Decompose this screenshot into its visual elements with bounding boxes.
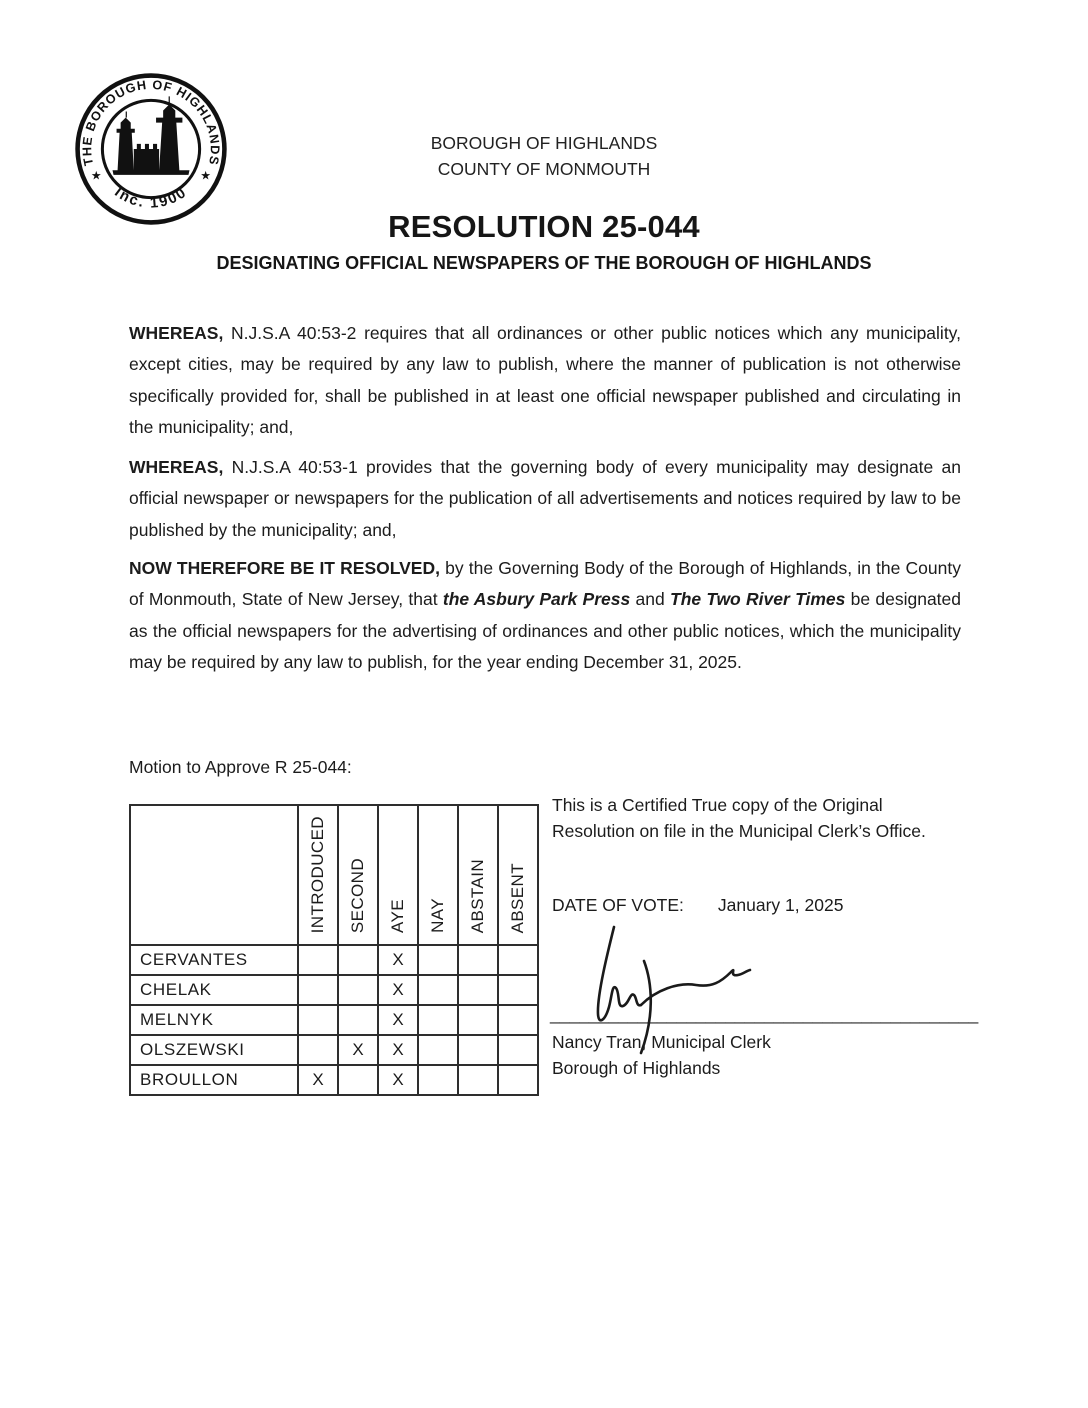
vote-mark bbox=[418, 975, 458, 1005]
signer-org: Borough of Highlands bbox=[552, 1058, 721, 1078]
vote-mark bbox=[298, 945, 338, 975]
resolved-body-2: and bbox=[630, 589, 671, 609]
date-of-vote-value: January 1, 2025 bbox=[717, 895, 844, 915]
member-name: CERVANTES bbox=[130, 945, 298, 975]
vote-mark: X bbox=[378, 1035, 418, 1065]
vote-mark bbox=[498, 1035, 538, 1065]
resolution-title: RESOLUTION 25-044 bbox=[388, 209, 700, 244]
whereas-body-2: N.J.S.A 40:53-1 provides that the governing body of every municipality may designate an official newspaper or newspapers for the publication of all advertisements and notices required by law to be published by the municipality; and, bbox=[129, 456, 961, 540]
vote-mark bbox=[418, 945, 458, 975]
vote-table-col-nay bbox=[418, 805, 458, 945]
vote-mark: X bbox=[378, 975, 418, 1005]
col-label-aye: AYE bbox=[388, 899, 407, 933]
vote-mark: X bbox=[378, 1005, 418, 1035]
vote-table-col-aye bbox=[378, 805, 418, 945]
table-row bbox=[130, 1035, 538, 1065]
whereas-paragraph-2 bbox=[129, 452, 961, 547]
vote-mark: X bbox=[378, 1065, 418, 1095]
vote-table-col-second bbox=[338, 805, 378, 945]
org-county: COUNTY OF MONMOUTH bbox=[437, 159, 651, 179]
signature-stroke-descender bbox=[641, 961, 651, 1053]
vote-mark bbox=[498, 975, 538, 1005]
seal-left-star-icon: ★ bbox=[90, 168, 102, 183]
newspaper-name-2: The Two River Times bbox=[670, 589, 846, 609]
table-row bbox=[130, 945, 538, 975]
vote-table-header-row bbox=[130, 805, 538, 945]
org-name: BOROUGH OF HIGHLANDS bbox=[430, 133, 658, 153]
vote-table-col-absent bbox=[498, 805, 538, 945]
vote-table-col-abstain bbox=[458, 805, 498, 945]
svg-text:Inc. 1900 bbox=[111, 184, 190, 211]
vote-mark bbox=[298, 1005, 338, 1035]
vote-mark bbox=[338, 945, 378, 975]
col-label-introduced: INTRODUCED bbox=[308, 815, 327, 933]
vote-mark: X bbox=[298, 1065, 338, 1095]
vote-mark bbox=[298, 975, 338, 1005]
motion-line: Motion to Approve R 25-044: bbox=[129, 757, 352, 777]
member-name: MELNYK bbox=[130, 1005, 298, 1035]
vote-mark: X bbox=[338, 1035, 378, 1065]
vote-mark bbox=[498, 1065, 538, 1095]
vote-mark bbox=[458, 1005, 498, 1035]
vote-mark bbox=[498, 1005, 538, 1035]
col-label-absent: ABSENT bbox=[508, 862, 527, 933]
member-name: OLSZEWSKI bbox=[130, 1035, 298, 1065]
resolved-body-3: be designated as the official newspapers for the advertising of ordinances and other public notices, which the municipality may be required by any law to publish, for the year ending December 31, 2025. bbox=[129, 589, 962, 672]
vote-mark bbox=[338, 1005, 378, 1035]
resolved-paragraph bbox=[129, 553, 961, 679]
vote-mark bbox=[418, 1035, 458, 1065]
whereas-paragraph-1 bbox=[129, 318, 961, 444]
resolved-body-1: by the Governing Body of the Borough of Highlands, in the County of Monmouth, State of New Jersey, that bbox=[129, 557, 961, 609]
signature-line: ____________________________________________ bbox=[550, 1004, 979, 1024]
vote-mark bbox=[458, 945, 498, 975]
date-of-vote-label: DATE OF VOTE: bbox=[552, 895, 684, 915]
col-label-second: SECOND bbox=[348, 857, 367, 933]
vote-mark bbox=[418, 1065, 458, 1095]
signer-name: Nancy Tran, Municipal Clerk bbox=[552, 1032, 771, 1052]
resolution-subtitle: DESIGNATING OFFICIAL NEWSPAPERS OF THE BOROUGH OF HIGHLANDS bbox=[216, 253, 872, 273]
signature-stroke-flourish bbox=[641, 970, 750, 1005]
whereas-body-1: N.J.S.A 40:53-2 requires that all ordinances or other public notices which any municipality, except cities, may be required by any law to publish, where the manner of publication is not otherwise specifically provided for, shall be published in at least one official newspaper published and circulating in the municipality; and, bbox=[129, 322, 961, 437]
whereas-lead-1: WHEREAS, bbox=[129, 322, 224, 343]
col-label-nay: NAY bbox=[428, 898, 447, 933]
vote-mark bbox=[298, 1035, 338, 1065]
vote-mark bbox=[418, 1005, 458, 1035]
member-name: BROULLON bbox=[130, 1065, 298, 1095]
vote-table-name-header bbox=[130, 805, 298, 945]
newspaper-name-1: the Asbury Park Press bbox=[442, 589, 631, 609]
org-header bbox=[0, 130, 1088, 182]
vote-mark bbox=[338, 975, 378, 1005]
seal-bottom-text: Inc. 1900 bbox=[111, 184, 191, 212]
vote-mark: X bbox=[378, 945, 418, 975]
vote-mark bbox=[458, 975, 498, 1005]
vote-mark bbox=[458, 1035, 498, 1065]
vote-table-col-introduced bbox=[298, 805, 338, 945]
table-row bbox=[130, 975, 538, 1005]
vote-mark bbox=[498, 945, 538, 975]
member-name: CHELAK bbox=[130, 975, 298, 1005]
vote-table bbox=[129, 804, 539, 1096]
resolved-lead: NOW THEREFORE BE IT RESOLVED, bbox=[129, 557, 440, 578]
seal-top-text: THE BOROUGH OF HIGHLANDS bbox=[80, 77, 222, 167]
table-row bbox=[130, 1005, 538, 1035]
vote-mark bbox=[338, 1065, 378, 1095]
signature-stroke-initial bbox=[598, 927, 641, 1020]
clerk-signature bbox=[578, 913, 773, 1063]
col-label-abstain: ABSTAIN bbox=[468, 858, 487, 933]
vote-mark bbox=[458, 1065, 498, 1095]
certification-statement: This is a Certified True copy of the Original Resolution on file in the Municipal Clerk’s Office. bbox=[552, 795, 926, 841]
seal-right-star-icon: ★ bbox=[200, 168, 212, 183]
table-row bbox=[130, 1065, 538, 1095]
whereas-lead-2: WHEREAS, bbox=[129, 456, 224, 477]
